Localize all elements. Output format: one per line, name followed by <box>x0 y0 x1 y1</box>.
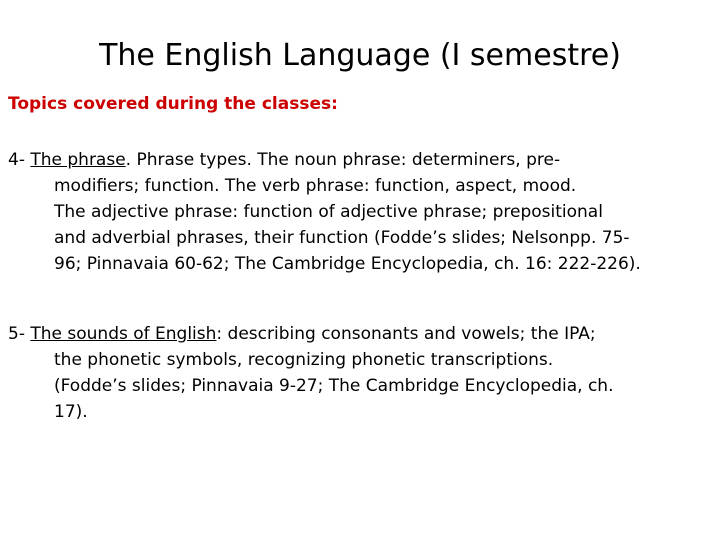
topic-text: modifiers; function. The verb phrase: function, aspect, mood. <box>54 176 577 196</box>
topic-text: 96; Pinnavaia 60-62; The Cambridge Encyclopedia, ch. 16: 222-226). <box>54 254 641 274</box>
topic-heading: The phrase <box>30 150 126 170</box>
topic-text: The adjective phrase: function of adjective phrase; prepositional <box>54 202 603 222</box>
topic-text: . Phrase types. The noun phrase: determiners, pre- <box>125 150 561 170</box>
topic-text: 17). <box>54 402 88 422</box>
topic-first-line <box>8 321 716 347</box>
topic-first-line <box>8 147 716 173</box>
topic-item <box>8 147 716 277</box>
topic-text: : describing consonants and vowels; the IPA; <box>216 324 596 344</box>
page-title: The English Language (I semestre) <box>99 38 621 73</box>
topic-text: (Fodde’s slides; Pinnavaia 9-27; The Cambridge Encyclopedia, ch. <box>54 376 614 396</box>
topic-number: 4- <box>8 150 31 170</box>
topic-text: the phonetic symbols, recognizing phonetic transcriptions. <box>54 350 554 370</box>
topic-item <box>8 321 716 425</box>
topic-heading: The sounds of English <box>30 324 217 344</box>
topic-text: and adverbial phrases, their function (Fodde’s slides; Nelsonpp. 75- <box>54 228 630 248</box>
section-subtitle: Topics covered during the classes: <box>8 94 338 114</box>
topic-number: 5- <box>8 324 31 344</box>
